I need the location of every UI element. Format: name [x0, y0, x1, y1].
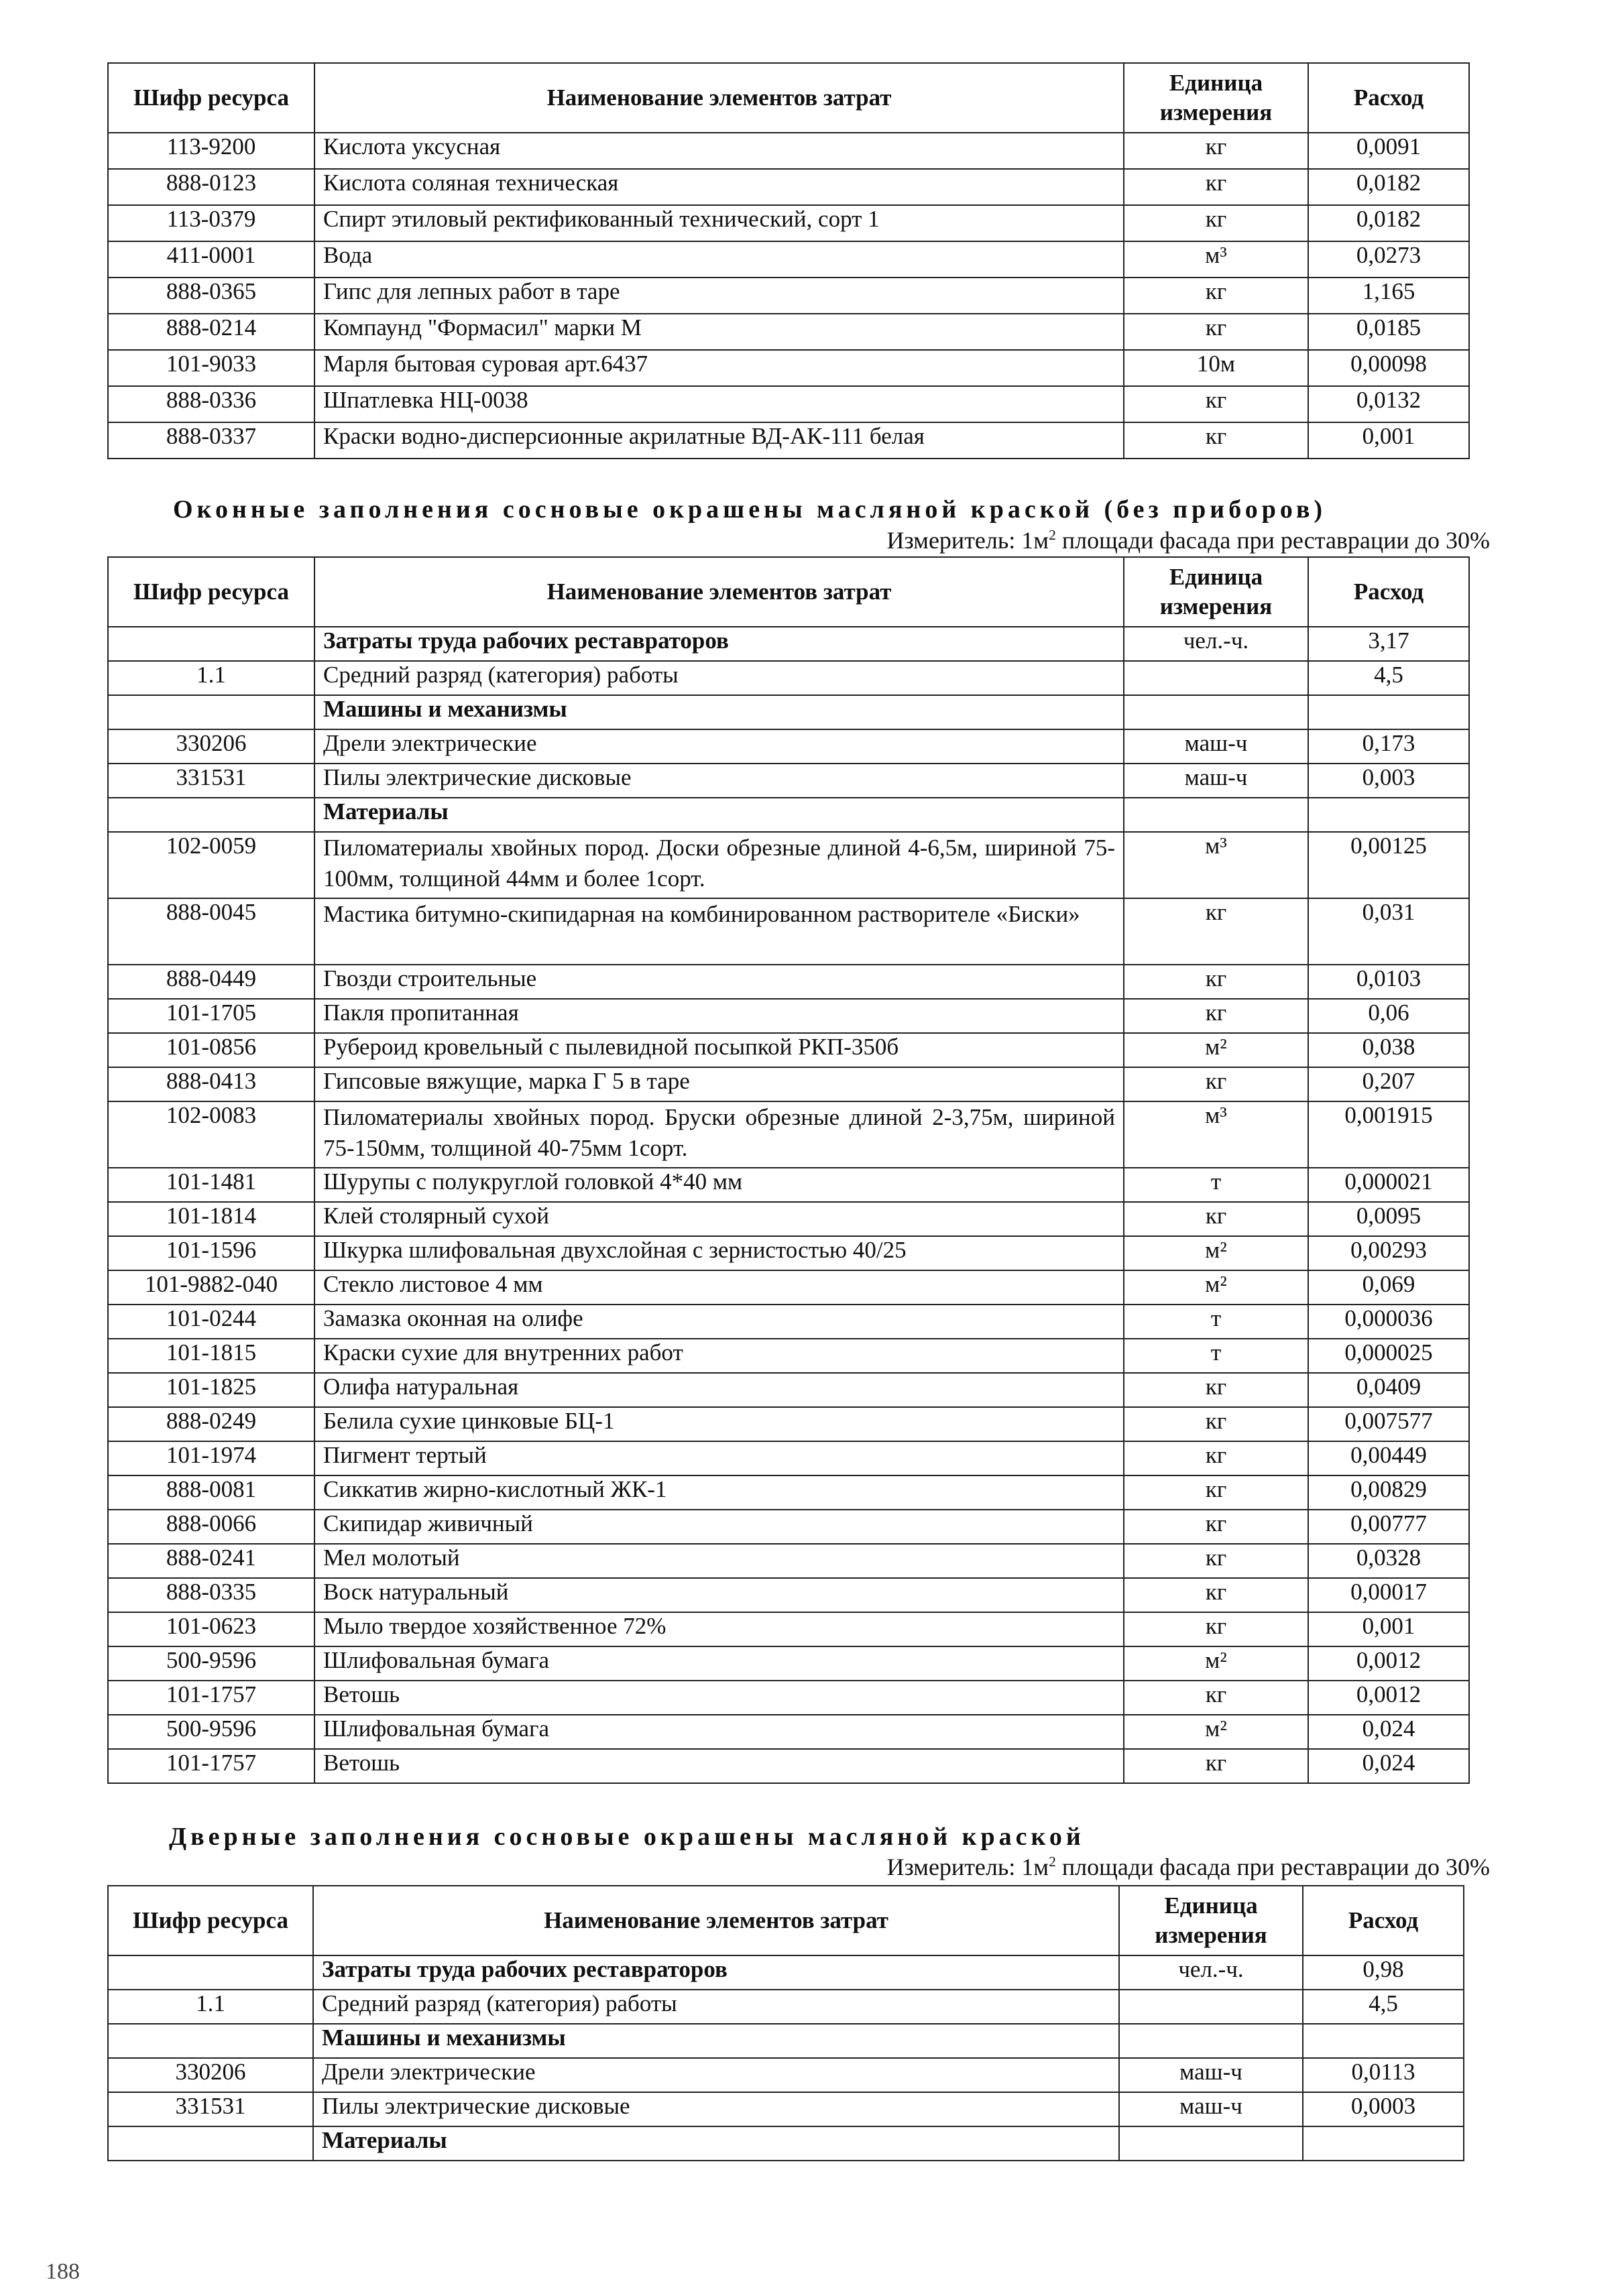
- cell-qty: 0,00777: [1308, 1510, 1469, 1544]
- cell-name: Мел молотый: [314, 1544, 1124, 1578]
- section-row: [108, 1955, 1464, 1990]
- cell-code: [108, 798, 314, 832]
- cell-code: 101-1481: [108, 1168, 314, 1202]
- cell-unit: чел.-ч.: [1119, 1955, 1303, 1990]
- cell-unit: кг: [1124, 169, 1308, 205]
- cell-qty: 4,5: [1303, 1990, 1464, 2024]
- cell-name: Олифа натуральная: [314, 1373, 1124, 1407]
- cell-name: Кислота уксусная: [314, 133, 1124, 169]
- table-row: [108, 1339, 1469, 1373]
- header-unit: Единица измерения: [1124, 557, 1308, 627]
- cell-code: 888-0123: [108, 169, 314, 205]
- cell-unit: кг: [1124, 999, 1308, 1033]
- cell-unit: кг: [1124, 1202, 1308, 1236]
- cell-qty: 0,0095: [1308, 1202, 1469, 1236]
- cell-qty: 0,00293: [1308, 1236, 1469, 1270]
- cell-qty: [1303, 2024, 1464, 2058]
- cell-code: 888-0045: [108, 898, 314, 965]
- section-row: [108, 2024, 1464, 2058]
- cell-qty: 0,00449: [1308, 1441, 1469, 1475]
- cell-qty: 0,06: [1308, 999, 1469, 1033]
- cell-qty: 0,038: [1308, 1033, 1469, 1067]
- cell-name: Компаунд "Формасил" марки М: [314, 314, 1124, 350]
- cell-name: Марля бытовая суровая арт.6437: [314, 350, 1124, 386]
- cell-unit: м²: [1124, 1033, 1308, 1067]
- cell-qty: 0,031: [1308, 898, 1469, 965]
- table-row: [108, 1749, 1469, 1783]
- cell-unit: кг: [1124, 1510, 1308, 1544]
- cell-qty: 0,069: [1308, 1270, 1469, 1305]
- table-row: [108, 1578, 1469, 1612]
- cell-name: Затраты труда рабочих реставраторов: [314, 627, 1124, 661]
- cell-code: 101-1757: [108, 1749, 314, 1783]
- cell-unit: [1119, 2126, 1303, 2161]
- cell-qty: 0,001915: [1308, 1101, 1469, 1168]
- table-row: [108, 1067, 1469, 1101]
- cell-name: Шкурка шлифовальная двухслойная с зернистостью 40/25: [314, 1236, 1124, 1270]
- cell-qty: 4,5: [1308, 661, 1469, 695]
- cell-name: Пигмент тертый: [314, 1441, 1124, 1475]
- cell-name: Материалы: [313, 2126, 1119, 2161]
- cell-code: [108, 1955, 313, 1990]
- cell-code: 101-1974: [108, 1441, 314, 1475]
- cell-qty: 0,001: [1308, 422, 1469, 459]
- cell-name: Пилы электрические дисковые: [313, 2092, 1119, 2126]
- cell-name: Белила сухие цинковые БЦ-1: [314, 1407, 1124, 1441]
- cell-qty: 0,00125: [1308, 832, 1469, 898]
- cell-code: 1.1: [108, 1990, 313, 2024]
- cell-qty: 0,98: [1303, 1955, 1464, 1990]
- table-row: [108, 661, 1469, 695]
- cell-qty: 0,0182: [1308, 205, 1469, 241]
- section-title-windows: Оконные заполнения сосновые окрашены масляной краской (без приборов): [173, 495, 1327, 524]
- cell-name: Материалы: [314, 798, 1124, 832]
- cell-name: Клей столярный сухой: [314, 1202, 1124, 1236]
- cell-qty: 0,024: [1308, 1715, 1469, 1749]
- cell-code: 101-1825: [108, 1373, 314, 1407]
- cell-name: Сиккатив жирно-кислотный ЖК-1: [314, 1475, 1124, 1510]
- cell-name: Пакля пропитанная: [314, 999, 1124, 1033]
- cell-qty: 0,0003: [1303, 2092, 1464, 2126]
- section-row: [108, 798, 1469, 832]
- cell-qty: 0,001: [1308, 1612, 1469, 1646]
- cell-code: 500-9596: [108, 1646, 314, 1681]
- cell-name: Скипидар живичный: [314, 1510, 1124, 1544]
- cell-unit: т: [1124, 1339, 1308, 1373]
- cell-code: 102-0083: [108, 1101, 314, 1168]
- cell-code: 101-1596: [108, 1236, 314, 1270]
- cell-unit: м²: [1124, 1236, 1308, 1270]
- cell-qty: 0,00098: [1308, 350, 1469, 386]
- cell-unit: кг: [1124, 205, 1308, 241]
- cell-code: 330206: [108, 2058, 313, 2092]
- cell-unit: кг: [1124, 1681, 1308, 1715]
- table-row: [108, 898, 1469, 965]
- cell-qty: 0,0409: [1308, 1373, 1469, 1407]
- cell-unit: кг: [1124, 1067, 1308, 1101]
- cell-unit: кг: [1124, 1373, 1308, 1407]
- cell-code: 101-1757: [108, 1681, 314, 1715]
- header-name: Наименование элементов затрат: [314, 557, 1124, 627]
- table-row: [108, 422, 1469, 459]
- header-name: Наименование элементов затрат: [313, 1886, 1119, 1955]
- table-row: [108, 241, 1469, 278]
- table-row: [108, 1681, 1469, 1715]
- cell-qty: 0,0182: [1308, 169, 1469, 205]
- cell-unit: м³: [1124, 1101, 1308, 1168]
- cell-qty: 0,0103: [1308, 965, 1469, 999]
- cell-unit: [1124, 661, 1308, 695]
- cell-name: Ветошь: [314, 1749, 1124, 1783]
- cell-unit: кг: [1124, 965, 1308, 999]
- cell-name: Краски сухие для внутренних работ: [314, 1339, 1124, 1373]
- cell-qty: 0,003: [1308, 764, 1469, 798]
- cell-unit: м²: [1124, 1270, 1308, 1305]
- cell-code: 331531: [108, 2092, 313, 2126]
- cell-code: 330206: [108, 729, 314, 764]
- cell-name: Пиломатериалы хвойных пород. Бруски обрезные длиной 2-3,75м, шириной 75-150мм, толщиной 40-75мм 1сорт.: [314, 1101, 1124, 1168]
- meter-text: Измеритель: 1м: [886, 1854, 1049, 1880]
- header-unit: Единица измерения: [1119, 1886, 1303, 1955]
- cell-qty: 0,0132: [1308, 386, 1469, 422]
- cell-unit: кг: [1124, 133, 1308, 169]
- table-row: [108, 386, 1469, 422]
- table-row: [108, 2092, 1464, 2126]
- cell-qty: 0,0012: [1308, 1681, 1469, 1715]
- header-unit: Единица измерения: [1124, 63, 1308, 133]
- cell-code: 411-0001: [108, 241, 314, 278]
- meter-text-rest: площади фасада при реставрации до 30%: [1055, 1854, 1490, 1880]
- cell-name: Затраты труда рабочих реставраторов: [313, 1955, 1119, 1990]
- table-row: [108, 1510, 1469, 1544]
- cell-code: 888-0241: [108, 1544, 314, 1578]
- resource-table-1: [107, 62, 1470, 459]
- cell-qty: 0,007577: [1308, 1407, 1469, 1441]
- meter-text: Измеритель: 1м: [886, 527, 1049, 554]
- cell-unit: маш-ч: [1119, 2058, 1303, 2092]
- table-row: [108, 1270, 1469, 1305]
- cell-unit: [1124, 695, 1308, 729]
- cell-qty: 0,000036: [1308, 1305, 1469, 1339]
- cell-name: Пилы электрические дисковые: [314, 764, 1124, 798]
- table-row: [108, 1646, 1469, 1681]
- cell-name: Гвозди строительные: [314, 965, 1124, 999]
- cell-unit: м³: [1124, 241, 1308, 278]
- cell-qty: 0,0185: [1308, 314, 1469, 350]
- header-code: Шифр ресурса: [108, 1886, 313, 1955]
- cell-name: Кислота соляная техническая: [314, 169, 1124, 205]
- cell-code: 1.1: [108, 661, 314, 695]
- cell-unit: чел.-ч.: [1124, 627, 1308, 661]
- cell-code: 888-0337: [108, 422, 314, 459]
- section-row: [108, 627, 1469, 661]
- section-meter-windows: [886, 526, 1490, 554]
- cell-unit: кг: [1124, 1749, 1308, 1783]
- cell-code: 888-0413: [108, 1067, 314, 1101]
- cell-unit: маш-ч: [1124, 764, 1308, 798]
- cell-name: Пиломатериалы хвойных пород. Доски обрезные длиной 4-6,5м, шириной 75-100мм, толщиной 44мм и более 1сорт.: [314, 832, 1124, 898]
- table-row: [108, 1236, 1469, 1270]
- cell-unit: кг: [1124, 1407, 1308, 1441]
- cell-code: 101-0623: [108, 1612, 314, 1646]
- page-number: 188: [46, 2259, 80, 2284]
- cell-name: Ветошь: [314, 1681, 1124, 1715]
- table-row: [108, 133, 1469, 169]
- cell-unit: м²: [1124, 1715, 1308, 1749]
- cell-unit: м²: [1124, 1646, 1308, 1681]
- cell-qty: [1303, 2126, 1464, 2161]
- table-row: [108, 1168, 1469, 1202]
- cell-name: Средний разряд (категория) работы: [313, 1990, 1119, 2024]
- header-qty: Расход: [1308, 557, 1469, 627]
- cell-name: Краски водно-дисперсионные акрилатные ВД-АК-111 белая: [314, 422, 1124, 459]
- cell-unit: кг: [1124, 386, 1308, 422]
- resource-table-2: [107, 556, 1470, 1784]
- table-row: [108, 1033, 1469, 1067]
- cell-code: [108, 695, 314, 729]
- cell-code: 102-0059: [108, 832, 314, 898]
- header-qty: Расход: [1303, 1886, 1464, 1955]
- header-code: Шифр ресурса: [108, 63, 314, 133]
- cell-code: 101-0856: [108, 1033, 314, 1067]
- section-meter-doors: [886, 1853, 1490, 1881]
- cell-name: Спирт этиловый ректификованный технический, сорт 1: [314, 205, 1124, 241]
- section-row: [108, 695, 1469, 729]
- cell-code: 113-9200: [108, 133, 314, 169]
- cell-unit: [1119, 2024, 1303, 2058]
- cell-qty: 0,0273: [1308, 241, 1469, 278]
- cell-unit: кг: [1124, 314, 1308, 350]
- cell-name: Машины и механизмы: [313, 2024, 1119, 2058]
- cell-name: Гипс для лепных работ в таре: [314, 278, 1124, 314]
- cell-unit: кг: [1124, 1475, 1308, 1510]
- cell-unit: т: [1124, 1305, 1308, 1339]
- table-row: [108, 832, 1469, 898]
- cell-name: Мастика битумно-скипидарная на комбинированном растворителе «Биски»: [314, 898, 1124, 965]
- table-row: [108, 1202, 1469, 1236]
- cell-unit: 10м: [1124, 350, 1308, 386]
- table-row: [108, 1715, 1469, 1749]
- cell-unit: кг: [1124, 1441, 1308, 1475]
- cell-name: Дрели электрические: [313, 2058, 1119, 2092]
- cell-name: Мыло твердое хозяйственное 72%: [314, 1612, 1124, 1646]
- cell-unit: кг: [1124, 1578, 1308, 1612]
- table-row: [108, 764, 1469, 798]
- cell-code: [108, 2126, 313, 2161]
- cell-name: Средний разряд (категория) работы: [314, 661, 1124, 695]
- table-row: [108, 1990, 1464, 2024]
- cell-code: 888-0336: [108, 386, 314, 422]
- cell-unit: м³: [1124, 832, 1308, 898]
- cell-code: 888-0214: [108, 314, 314, 350]
- cell-qty: 0,173: [1308, 729, 1469, 764]
- cell-qty: 0,000021: [1308, 1168, 1469, 1202]
- cell-qty: 0,00017: [1308, 1578, 1469, 1612]
- cell-unit: кг: [1124, 278, 1308, 314]
- table-row: [108, 999, 1469, 1033]
- cell-name: Шлифовальная бумага: [314, 1715, 1124, 1749]
- table-row: [108, 1305, 1469, 1339]
- cell-code: 101-0244: [108, 1305, 314, 1339]
- cell-qty: 0,00829: [1308, 1475, 1469, 1510]
- cell-name: Рубероид кровельный с пылевидной посыпкой РКП-350б: [314, 1033, 1124, 1067]
- cell-qty: 0,0328: [1308, 1544, 1469, 1578]
- table-row: [108, 1101, 1469, 1168]
- cell-name: Воск натуральный: [314, 1578, 1124, 1612]
- cell-name: Замазка оконная на олифе: [314, 1305, 1124, 1339]
- cell-name: Шпатлевка НЦ-0038: [314, 386, 1124, 422]
- cell-qty: 0,0091: [1308, 133, 1469, 169]
- table-row: [108, 350, 1469, 386]
- cell-qty: 0,024: [1308, 1749, 1469, 1783]
- cell-code: 888-0335: [108, 1578, 314, 1612]
- cell-qty: 0,000025: [1308, 1339, 1469, 1373]
- cell-code: 888-0449: [108, 965, 314, 999]
- cell-code: 101-1815: [108, 1339, 314, 1373]
- cell-code: 888-0066: [108, 1510, 314, 1544]
- resource-table-3: [107, 1885, 1464, 2161]
- cell-qty: 0,0012: [1308, 1646, 1469, 1681]
- cell-name: Дрели электрические: [314, 729, 1124, 764]
- cell-code: 331531: [108, 764, 314, 798]
- cell-qty: 0,207: [1308, 1067, 1469, 1101]
- cell-code: [108, 627, 314, 661]
- cell-code: 101-1814: [108, 1202, 314, 1236]
- cell-unit: кг: [1124, 1544, 1308, 1578]
- cell-code: 888-0081: [108, 1475, 314, 1510]
- cell-qty: [1308, 695, 1469, 729]
- cell-code: 500-9596: [108, 1715, 314, 1749]
- cell-name: Машины и механизмы: [314, 695, 1124, 729]
- cell-name: Вода: [314, 241, 1124, 278]
- cell-unit: кг: [1124, 1612, 1308, 1646]
- cell-name: Стекло листовое 4 мм: [314, 1270, 1124, 1305]
- cell-code: 888-0365: [108, 278, 314, 314]
- cell-qty: 3,17: [1308, 627, 1469, 661]
- table-row: [108, 278, 1469, 314]
- cell-unit: [1119, 1990, 1303, 2024]
- section-title-doors: Дверные заполнения сосновые окрашены масляной краской: [169, 1823, 1085, 1851]
- section-row: [108, 2126, 1464, 2161]
- cell-unit: т: [1124, 1168, 1308, 1202]
- table-row: [108, 314, 1469, 350]
- table-row: [108, 205, 1469, 241]
- cell-qty: [1308, 798, 1469, 832]
- table-row: [108, 1441, 1469, 1475]
- table-row: [108, 729, 1469, 764]
- table-row: [108, 1373, 1469, 1407]
- table-row: [108, 1407, 1469, 1441]
- table-row: [108, 965, 1469, 999]
- cell-qty: 1,165: [1308, 278, 1469, 314]
- cell-code: 113-0379: [108, 205, 314, 241]
- cell-unit: кг: [1124, 898, 1308, 965]
- cell-unit: кг: [1124, 422, 1308, 459]
- cell-code: 101-1705: [108, 999, 314, 1033]
- header-name: Наименование элементов затрат: [314, 63, 1124, 133]
- table-row: [108, 1612, 1469, 1646]
- cell-name: Шурупы с полукруглой головкой 4*40 мм: [314, 1168, 1124, 1202]
- cell-name: Гипсовые вяжущие, марка Г 5 в таре: [314, 1067, 1124, 1101]
- cell-code: 888-0249: [108, 1407, 314, 1441]
- cell-code: 101-9033: [108, 350, 314, 386]
- cell-unit: маш-ч: [1124, 729, 1308, 764]
- header-code: Шифр ресурса: [108, 557, 314, 627]
- header-qty: Расход: [1308, 63, 1469, 133]
- cell-unit: маш-ч: [1119, 2092, 1303, 2126]
- table-row: [108, 169, 1469, 205]
- table-row: [108, 1544, 1469, 1578]
- meter-sup: 2: [1049, 1854, 1056, 1870]
- table-row: [108, 1475, 1469, 1510]
- cell-unit: [1124, 798, 1308, 832]
- cell-name: Шлифовальная бумага: [314, 1646, 1124, 1681]
- cell-code: 101-9882-040: [108, 1270, 314, 1305]
- table-row: [108, 2058, 1464, 2092]
- meter-text-rest: площади фасада при реставрации до 30%: [1055, 527, 1490, 554]
- meter-sup: 2: [1049, 527, 1056, 543]
- cell-qty: 0,0113: [1303, 2058, 1464, 2092]
- cell-code: [108, 2024, 313, 2058]
